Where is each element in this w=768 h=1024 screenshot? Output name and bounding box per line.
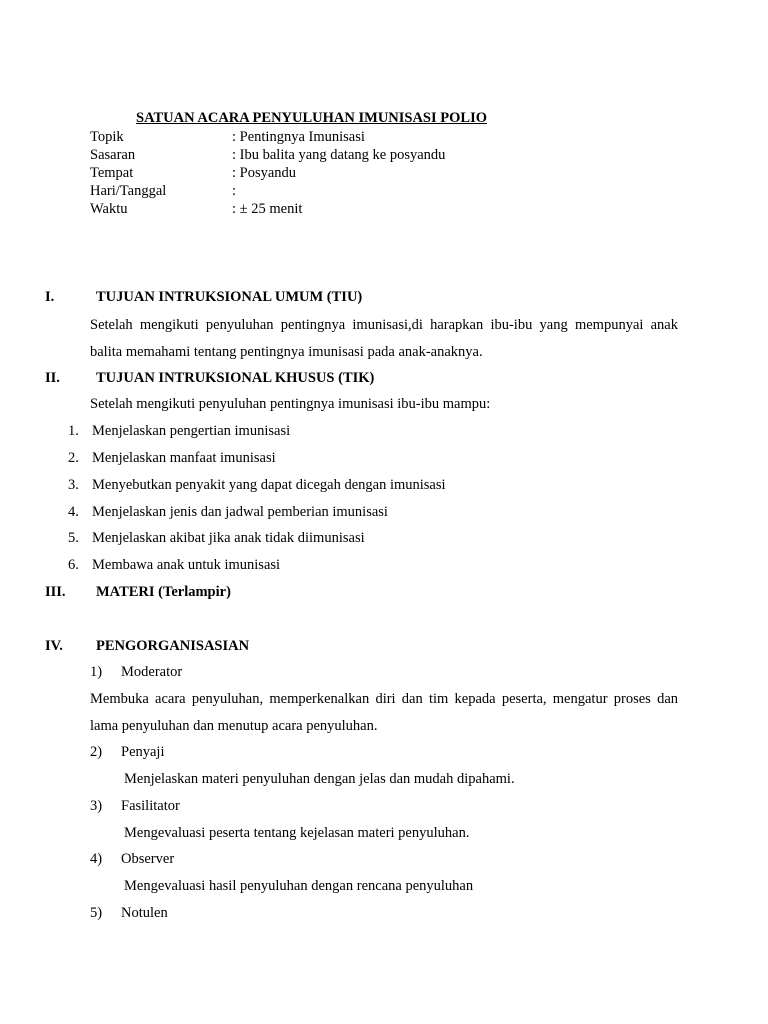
objective-1-number: 1.	[68, 423, 79, 439]
objective-5-text: Menjelaskan akibat jika anak tidak diimunisasi	[92, 530, 365, 546]
role-1-number: 1)	[90, 664, 103, 680]
info-key-sasaran: Sasaran	[90, 147, 136, 163]
role-2-number: 2)	[90, 744, 103, 760]
role-1-name: Moderator	[121, 664, 183, 680]
objective-6-text: Membawa anak untuk imunisasi	[92, 557, 281, 573]
role-4-description: Mengevaluasi hasil penyuluhan dengan rencana penyuluhan	[124, 878, 474, 894]
role-4-number: 4)	[90, 851, 103, 867]
info-value-waktu: : ± 25 menit	[232, 201, 303, 217]
info-value-tempat: : Posyandu	[232, 165, 297, 181]
section-3-title: MATERI (Terlampir)	[96, 584, 231, 600]
info-key-tempat: Tempat	[90, 165, 134, 181]
role-3-number: 3)	[90, 798, 103, 814]
section-1-title: TUJUAN INTRUKSIONAL UMUM (TIU)	[96, 289, 363, 305]
section-1-paragraph: Setelah mengikuti penyuluhan pentingnya imunisasi,di harapkan ibu-ibu yang mempunyai anak balita memahami tentang pentingnya imunisasi pada anak-anaknya.	[90, 317, 678, 360]
objective-3-text: Menyebutkan penyakit yang dapat dicegah dengan imunisasi	[92, 477, 446, 493]
role-5-name: Notulen	[121, 905, 168, 921]
info-key-waktu: Waktu	[90, 201, 128, 217]
info-value-sasaran: : Ibu balita yang datang ke posyandu	[232, 147, 446, 163]
section-4-number: IV.	[45, 638, 63, 654]
section-2-number: II.	[45, 370, 60, 386]
info-key-hari-tanggal: Hari/Tanggal	[90, 183, 167, 199]
role-1-description: Membuka acara penyuluhan, memperkenalkan diri dan tim kepada peserta, mengatur proses dan lama penyuluhan dan menutup acara penyuluhan.	[90, 691, 678, 734]
objective-2-number: 2.	[68, 450, 79, 466]
objective-2-text: Menjelaskan manfaat imunisasi	[92, 450, 276, 466]
objective-4-text: Menjelaskan jenis dan jadwal pemberian imunisasi	[92, 504, 388, 520]
role-2-description: Menjelaskan materi penyuluhan dengan jelas dan mudah dipahami.	[124, 771, 515, 787]
role-3-description: Mengevaluasi peserta tentang kejelasan materi penyuluhan.	[124, 825, 470, 841]
section-2-title: TUJUAN INTRUKSIONAL KHUSUS (TIK)	[96, 370, 375, 386]
section-2-intro: Setelah mengikuti penyuluhan pentingnya imunisasi ibu-ibu mampu:	[90, 396, 491, 412]
objective-1-text: Menjelaskan pengertian imunisasi	[92, 423, 291, 439]
info-value-hari-tanggal: :	[232, 183, 237, 199]
role-4-name: Observer	[121, 851, 175, 867]
objective-3-number: 3.	[68, 477, 79, 493]
objective-4-number: 4.	[68, 504, 79, 520]
info-key-topik: Topik	[90, 129, 124, 145]
info-value-topik: : Pentingnya Imunisasi	[232, 129, 365, 145]
section-4-title: PENGORGANISASIAN	[96, 638, 250, 654]
role-5-number: 5)	[90, 905, 103, 921]
objective-5-number: 5.	[68, 530, 79, 546]
section-3-number: III.	[45, 584, 66, 600]
role-2-name: Penyaji	[121, 744, 165, 760]
role-3-name: Fasilitator	[121, 798, 180, 814]
section-1-number: I.	[45, 289, 55, 305]
document-title: SATUAN ACARA PENYULUHAN IMUNISASI POLIO	[136, 110, 487, 126]
objective-6-number: 6.	[68, 557, 79, 573]
